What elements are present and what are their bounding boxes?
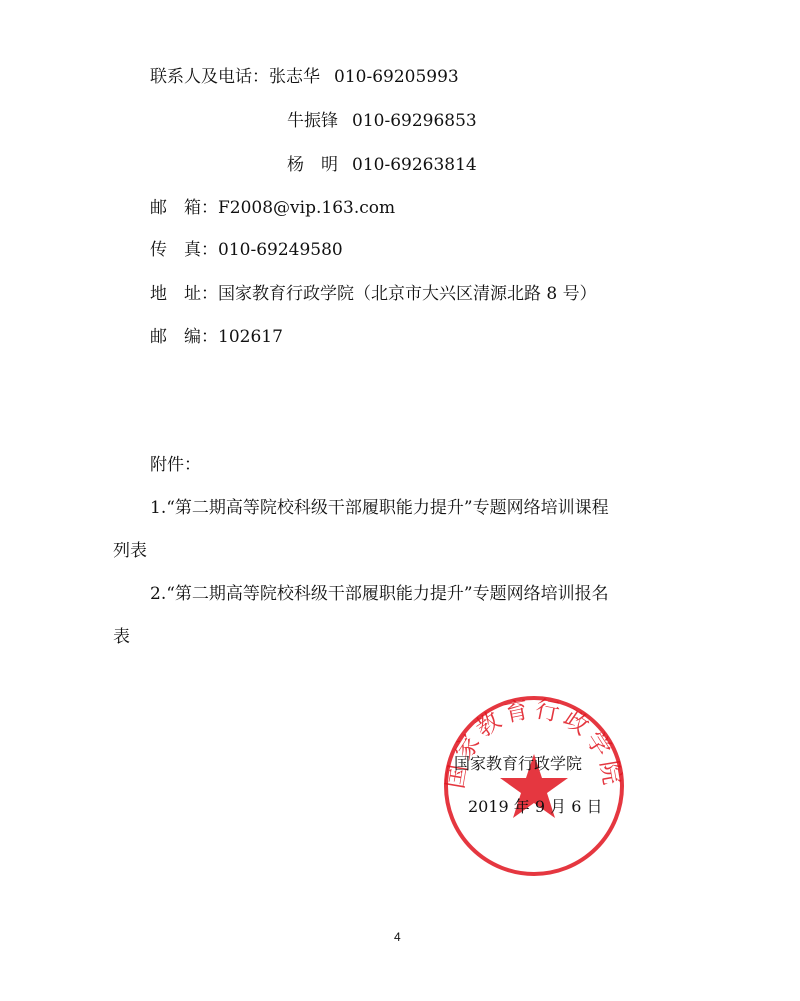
contact-line-2 bbox=[287, 111, 477, 131]
signature-org: 国家教育行政学院 bbox=[454, 754, 583, 773]
contact-name: 张志华 bbox=[269, 67, 320, 87]
email-line bbox=[150, 198, 395, 218]
email-value: F2008@vip.163.com bbox=[218, 198, 396, 218]
email-label: 邮 箱： bbox=[150, 198, 218, 218]
attachment-item-1-cont: 列表 bbox=[113, 541, 147, 561]
contact-phone: 010-69296853 bbox=[352, 111, 477, 131]
postcode-line bbox=[150, 327, 283, 347]
contact-label: 联系人及电话： bbox=[150, 67, 269, 87]
signature-date: 2019 年 9 月 6 日 bbox=[468, 797, 603, 816]
fax-label: 传 真： bbox=[150, 240, 218, 260]
contact-name: 杨 明 bbox=[287, 155, 338, 175]
page-number: 4 bbox=[394, 930, 401, 944]
contact-name: 牛振锋 bbox=[287, 111, 338, 131]
contact-line-3 bbox=[287, 155, 477, 175]
contact-phone: 010-69205993 bbox=[334, 67, 459, 87]
postcode-label: 邮 编： bbox=[150, 327, 218, 347]
attachment-item-2: 2.“第二期高等院校科级干部履职能力提升”专题网络培训报名 bbox=[150, 584, 609, 604]
official-seal-stamp bbox=[440, 692, 628, 880]
attachments-heading: 附件： bbox=[150, 455, 201, 475]
attachment-item-2-cont: 表 bbox=[113, 627, 130, 647]
fax-value: 010-69249580 bbox=[218, 240, 343, 260]
contact-phone: 010-69263814 bbox=[352, 155, 477, 175]
postcode-value: 102617 bbox=[218, 327, 283, 347]
contact-line-1 bbox=[150, 67, 459, 87]
seal-ring-text: 国家教育行政学院 bbox=[440, 694, 628, 791]
address-label: 地 址： bbox=[150, 284, 218, 304]
address-value: 国家教育行政学院（北京市大兴区清源北路 8 号） bbox=[218, 284, 597, 304]
attachment-item-1: 1.“第二期高等院校科级干部履职能力提升”专题网络培训课程 bbox=[150, 498, 609, 518]
fax-line bbox=[150, 240, 343, 260]
address-line bbox=[150, 284, 597, 304]
